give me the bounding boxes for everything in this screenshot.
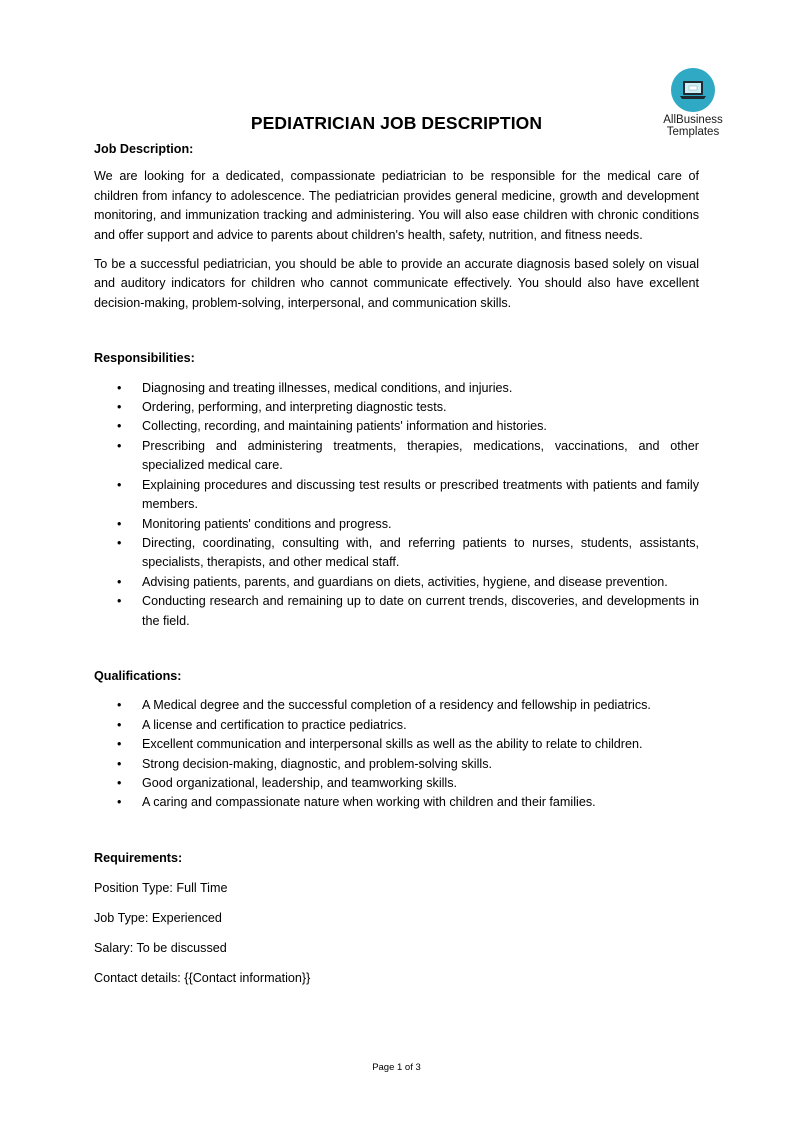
list-item: • A license and certification to practice pediatrics. (94, 716, 699, 735)
requirement-line: Job Type: Experienced (94, 910, 222, 925)
responsibilities-list (94, 379, 699, 631)
laptop-icon (680, 79, 706, 101)
list-item: • Excellent communication and interpersonal skills as well as the ability to relate to children. (94, 735, 699, 754)
job-description-paragraph: We are looking for a dedicated, compassionate pediatrician to be responsible for the medical care of children from infancy to adolescence. The pediatrician provides general medicine, growth and development monitoring, and immunization tracking and administering. You will also ease children with chronic conditions and offer support and advice to parents about children's health, safety, nutrition, and fitness needs. (94, 169, 699, 242)
document-body (94, 140, 699, 988)
list-item: • Prescribing and administering treatments, therapies, medications, vaccinations, and other specialized medical care. (94, 437, 699, 476)
logo-text-line1: AllBusiness (663, 114, 723, 126)
responsibilities-heading: Responsibilities: (94, 351, 195, 366)
list-item: • Diagnosing and treating illnesses, medical conditions, and injuries. (94, 379, 699, 398)
list-item: • Good organizational, leadership, and teamworking skills. (94, 774, 699, 793)
job-description-paragraph: To be a successful pediatrician, you should be able to provide an accurate diagnosis based solely on visual and auditory indicators for children who cannot communicate effectively. You should also have excellent decision-making, problem-solving, interpersonal, and communication skills. (94, 257, 699, 310)
logo-text-line2: Templates (666, 126, 720, 138)
list-item: • Conducting research and remaining up to date on current trends, discoveries, and developments in the field. (94, 592, 699, 631)
page-title: PEDIATRICIAN JOB DESCRIPTION (250, 113, 543, 133)
job-description-heading: Job Description: (94, 142, 194, 156)
logo-badge (671, 68, 715, 112)
list-item: • A Medical degree and the successful completion of a residency and fellowship in pediatrics. (94, 696, 699, 715)
qualifications-list (94, 696, 699, 812)
list-item: • Strong decision-making, diagnostic, and problem-solving skills. (94, 755, 699, 774)
requirement-line: Position Type: Full Time (94, 880, 228, 895)
list-item: • Monitoring patients' conditions and progress. (94, 515, 699, 534)
requirement-line: Salary: To be discussed (94, 940, 227, 955)
qualifications-heading: Qualifications: (94, 668, 182, 683)
requirements-heading: Requirements: (94, 850, 183, 865)
requirement-line: Contact details: {{Contact information}} (94, 970, 311, 985)
list-item: • Directing, coordinating, consulting with, and referring patients to nurses, students, assistants, specialists, therapists, and other medical staff. (94, 534, 699, 573)
list-item: • Collecting, recording, and maintaining patients' information and histories. (94, 417, 699, 436)
page-number: Page 1 of 3 (372, 1062, 421, 1073)
list-item: • A caring and compassionate nature when working with children and their families. (94, 793, 699, 812)
list-item: • Advising patients, parents, and guardians on diets, activities, hygiene, and disease prevention. (94, 573, 699, 592)
list-item: • Ordering, performing, and interpreting diagnostic tests. (94, 398, 699, 417)
list-item: • Explaining procedures and discussing test results or prescribed treatments with patients and family members. (94, 476, 699, 515)
